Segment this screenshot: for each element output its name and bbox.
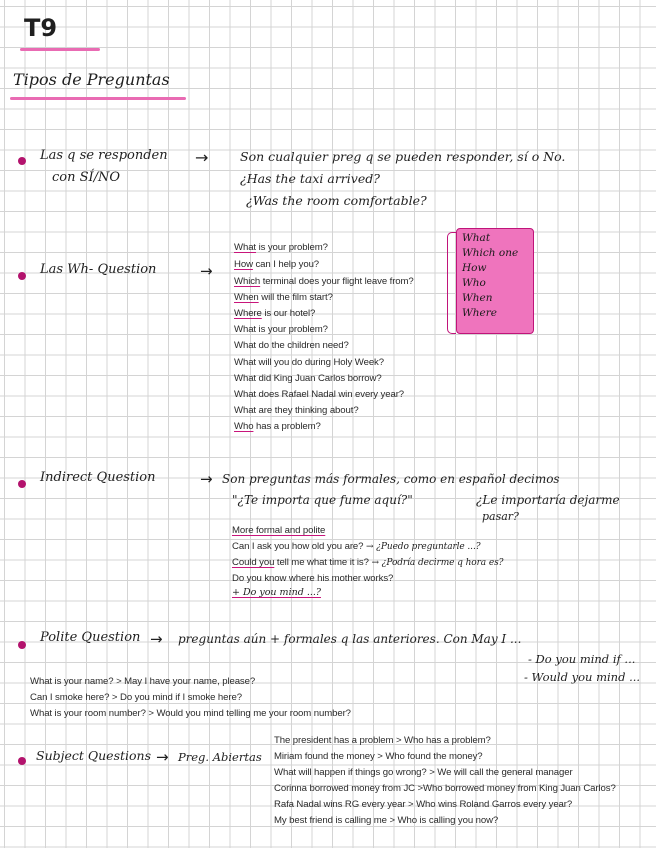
wh-word: Where [234,308,262,319]
wh-rest: will the film start? [258,292,333,303]
indirect-rest: Can I ask you how old you are? [232,541,364,552]
wh-rest: What do the children need? [234,340,349,351]
wh-rest: What is your problem? [234,324,328,335]
wh-word: How [234,259,253,270]
bullet-subject [18,757,26,765]
wh-label: Las Wh- Question [40,262,157,277]
wh-line [234,405,359,416]
page-title: Tipos de Preguntas [13,70,170,89]
wh-rest: What are they thinking about? [234,405,359,416]
wh-rest: terminal does your flight leave from? [260,276,414,287]
bullet-wh [18,272,26,280]
polite-arrow: → [150,630,163,648]
yes-no-description: Son cualquier preg q se pueden responder, sí o No. [240,149,566,164]
polite-example: What is your room number? > Would you mind telling me your room number? [30,708,351,719]
wh-line [234,292,333,303]
subject-example: Miriam found the money > Who found the money? [274,751,483,762]
wh-box-word: What [462,232,491,244]
polite-label: Polite Question [40,630,141,645]
indirect-note: → ¿Podría decirme q hora es? [371,558,504,568]
yes-no-label-line1: Las q se responden [40,148,168,163]
wh-rest: has a problem? [253,421,321,432]
bullet-yes-no [18,157,26,165]
wh-line [234,389,404,400]
yes-no-example-2: ¿Was the room comfortable? [246,193,427,208]
subject-arrow: → [156,748,169,766]
subject-example: Rafa Nadal wins RG every year > Who wins Roland Garros every year? [274,799,573,810]
wh-arrow: → [200,262,213,280]
wh-rest: What did King Juan Carlos borrow? [234,373,382,384]
subject-example: What will happen if things go wrong? > We will call the general manager [274,767,573,778]
wh-rest: What does Rafael Nadal win every year? [234,389,405,400]
indirect-word: Could you [232,557,275,568]
bullet-polite [18,641,26,649]
polite-alternative-2: - Would you mind ... [524,670,641,684]
wh-box-word: Who [462,277,486,289]
wh-words-list [462,231,518,321]
yes-no-label-line2: con SÍ/NO [52,170,121,185]
indirect-line [232,557,503,568]
wh-line [234,357,384,368]
indirect-quote-3: pasar? [482,510,519,523]
subject-example: The president has a problem > Who has a problem? [274,735,491,746]
wh-word: Which [234,276,261,287]
indirect-line [232,573,393,584]
page-code: T9 [24,14,58,42]
subject-label: Subject Questions [36,748,152,763]
indirect-description: Son preguntas más formales, como en español decimos [222,472,560,486]
wh-rest: is our hotel? [261,308,316,319]
wh-word: Who [234,421,254,432]
wh-line [234,324,328,335]
wh-line [234,242,328,253]
subject-example: Corinna borrowed money from JC >Who borrowed money from King Juan Carlos? [274,783,616,794]
wh-box-word: Where [462,307,498,319]
wh-line [234,259,319,270]
indirect-label: Indirect Question [40,470,156,485]
indirect-heading: More formal and polite [232,525,326,536]
wh-rest: can I help you? [252,259,320,270]
wh-box-word: Which one [462,247,519,259]
subject-description: Preg. Abiertas [178,750,262,764]
indirect-quote-1: "¿Te importa que fume aquí?" [232,493,413,507]
indirect-arrow: → [200,470,213,488]
wh-line [234,373,382,384]
wh-word: What [234,242,256,253]
wh-line [234,308,315,319]
polite-alternative-1: - Do you mind if ... [528,652,636,666]
title-underline [10,97,186,100]
indirect-rest: tell me what time it is? [274,557,369,568]
polite-description: preguntas aún + formales q las anteriores. Con May I ... [178,632,522,646]
indirect-line [232,541,480,552]
yes-no-arrow: → [195,148,209,167]
polite-example: Can I smoke here? > Do you mind if I smoke here? [30,692,242,703]
code-underline [20,48,100,51]
indirect-quote-2: ¿Le importaría dejarme [476,493,620,507]
indirect-rest: Do you know where his mother works? [232,573,394,584]
wh-word: When [234,292,259,303]
yes-no-example-1: ¿Has the taxi arrived? [240,171,380,186]
bullet-indirect [18,480,26,488]
wh-line [234,276,414,287]
wh-box-word: How [462,262,487,274]
wh-rest: What will you do during Holy Week? [234,357,384,368]
wh-box-word: When [462,292,493,304]
wh-line [234,340,349,351]
wh-rest: is your problem? [256,242,328,253]
wh-line [234,421,321,432]
wh-box-bracket [447,232,456,334]
subject-example: My best friend is calling me > Who is calling you now? [274,815,499,826]
indirect-extra: + Do you mind ...? [232,587,321,598]
indirect-note: → ¿Puedo preguntarle ...? [365,542,481,552]
polite-example: What is your name? > May I have your name, please? [30,676,256,687]
